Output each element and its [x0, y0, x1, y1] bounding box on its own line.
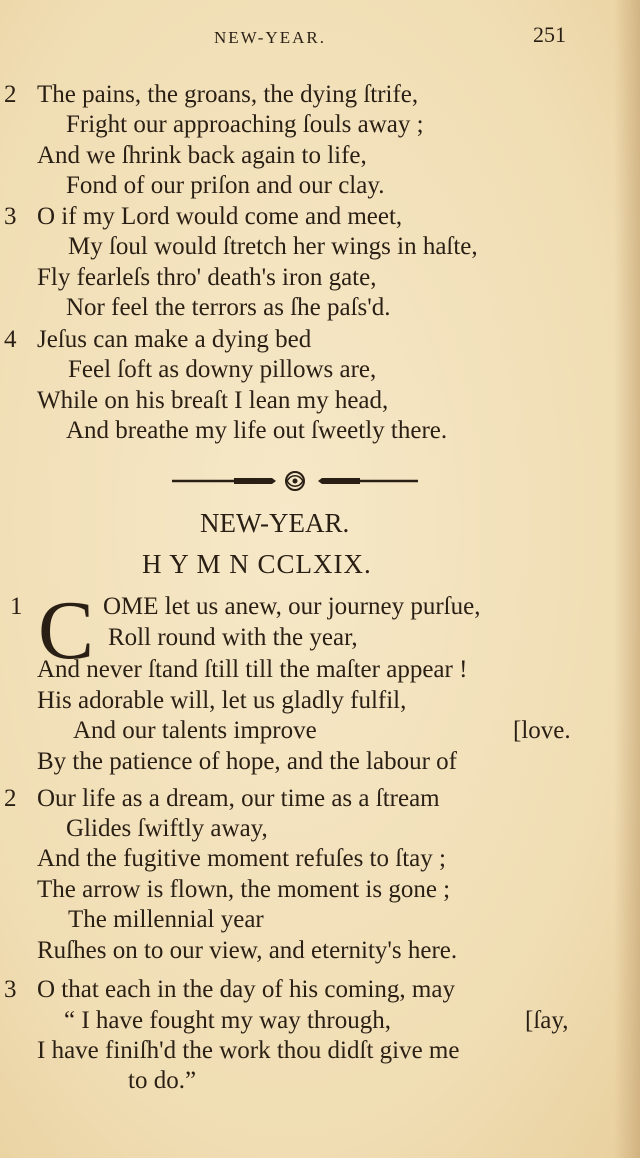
- verse-number: 1: [10, 593, 23, 620]
- verse-line: And the fugitive moment refuſes to ſtay ;: [37, 845, 446, 872]
- verse-line: Our life as a dream, our time as a ſtream: [37, 785, 440, 812]
- verse-line: Fly fearleſs thro' death's iron gate,: [37, 264, 377, 291]
- verse-line: And we ſhrink back again to life,: [37, 142, 367, 169]
- verse-line: Nor feel the terrors as ſhe paſs'd.: [66, 294, 391, 321]
- page-edge-shadow: [614, 0, 640, 1158]
- verse-line: OME let us anew, our journey purſue,: [103, 593, 481, 620]
- verse-line: I have finiſh'd the work thou didſt give me: [37, 1037, 460, 1064]
- verse-number: 2: [4, 81, 17, 108]
- verse-number: 2: [4, 785, 17, 812]
- verse-line: “ I have fought my way through,: [64, 1007, 392, 1034]
- verse-line: to do.”: [128, 1067, 197, 1094]
- running-head: NEW-YEAR.: [214, 28, 326, 47]
- verse-line: The arrow is flown, the moment is gone ;: [37, 876, 451, 903]
- drop-cap: C: [38, 584, 95, 677]
- verse-line: And breathe my life out ſweetly there.: [66, 417, 448, 444]
- verse-line: His adorable will, let us gladly fulfil,: [37, 687, 407, 714]
- hymn-number-title: H Y M N CCLXIX.: [142, 549, 372, 579]
- verse-line: Roll round with the year,: [108, 624, 358, 651]
- verse-turnover: [love.: [513, 717, 571, 744]
- verse-line: Glides ſwiftly away,: [66, 815, 268, 842]
- verse-line: O if my Lord would come and meet,: [37, 203, 403, 230]
- verse-line: My ſoul would ſtretch her wings in haſte,: [68, 233, 478, 260]
- verse-line: By the patience of hope, and the labour of: [37, 748, 457, 775]
- verse-number: 3: [4, 976, 17, 1003]
- verse-line: Feel ſoft as downy pillows are,: [68, 356, 377, 383]
- verse-line: Fond of our priſon and our clay.: [66, 172, 385, 199]
- verse-line: Ruſhes on to our view, and eternity's here.: [37, 937, 458, 964]
- verse-line: And never ſtand ſtill till the maſter appear !: [37, 656, 468, 683]
- verse-line: Jeſus can make a dying bed: [37, 326, 312, 353]
- verse-line: O that each in the day of his coming, may: [37, 976, 455, 1003]
- verse-line: And our talents improve: [73, 717, 317, 744]
- page-number: 251: [533, 22, 566, 47]
- verse-line: While on his breaſt I lean my head,: [37, 387, 389, 414]
- verse-number: 4: [4, 326, 17, 353]
- verse-turnover: [ſay,: [525, 1007, 569, 1034]
- hymn-section-title: NEW-YEAR.: [200, 508, 350, 538]
- verse-line: The millennial year: [68, 906, 264, 933]
- verse-number: 3: [4, 203, 17, 230]
- verse-line: Fright our approaching ſouls away ;: [66, 111, 424, 138]
- ornament-rule: [172, 470, 418, 492]
- verse-line: The pains, the groans, the dying ſtrife,: [37, 81, 419, 108]
